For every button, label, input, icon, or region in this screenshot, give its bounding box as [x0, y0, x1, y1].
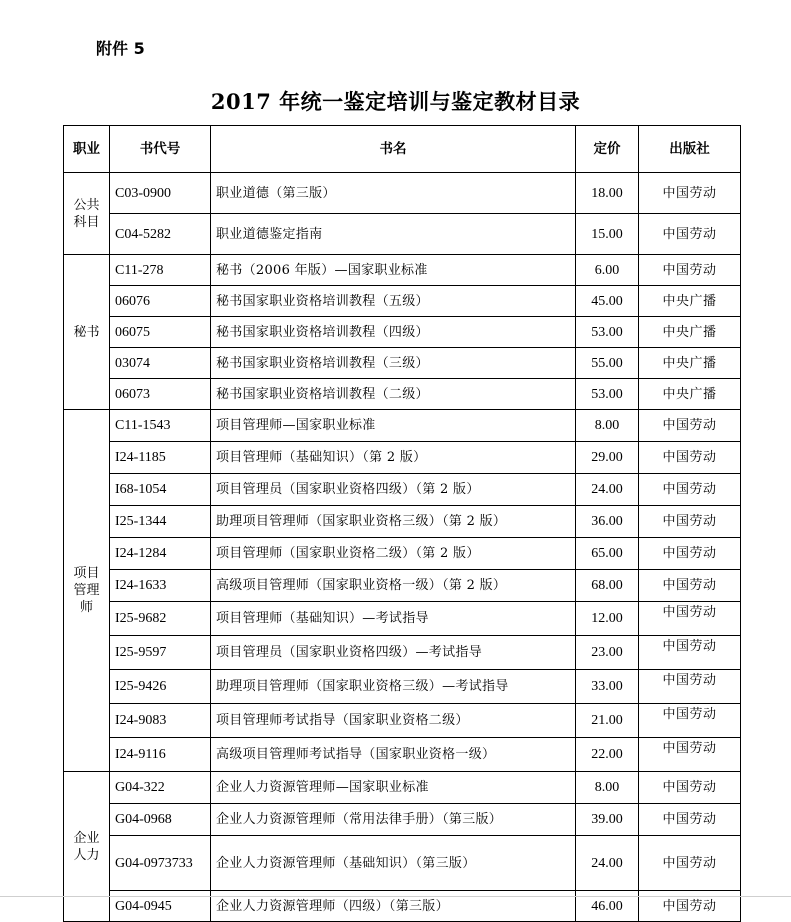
book-price: 23.00 — [576, 636, 639, 670]
table-row — [64, 255, 741, 286]
table-row — [64, 474, 741, 506]
book-price: 29.00 — [576, 442, 639, 474]
book-code: I24-9083 — [110, 704, 211, 738]
book-price: 53.00 — [576, 317, 639, 348]
book-code: I24-1185 — [110, 442, 211, 474]
book-price: 21.00 — [576, 704, 639, 738]
book-publisher: 中国劳动 — [639, 836, 741, 891]
book-code: I25-1344 — [110, 506, 211, 538]
book-price: 36.00 — [576, 506, 639, 538]
book-publisher: 中国劳动 — [639, 214, 741, 255]
book-code: I25-9682 — [110, 602, 211, 636]
book-name: 项目管理师（国家职业资格二级）（第 2 版） — [211, 538, 576, 570]
book-price: 8.00 — [576, 410, 639, 442]
book-code: 06075 — [110, 317, 211, 348]
book-price: 46.00 — [576, 891, 639, 922]
book-publisher: 中央广播 — [639, 348, 741, 379]
book-name: 助理项目管理师（国家职业资格三级）（第 2 版） — [211, 506, 576, 538]
table-row — [64, 410, 741, 442]
book-code: C11-1543 — [110, 410, 211, 442]
book-price: 53.00 — [576, 379, 639, 410]
table-row — [64, 570, 741, 602]
header-name: 书名 — [211, 126, 576, 173]
occupation-cell: 企业人力 — [64, 772, 110, 922]
table-row — [64, 379, 741, 410]
book-price: 8.00 — [576, 772, 639, 804]
book-code: 06073 — [110, 379, 211, 410]
book-publisher: 中国劳动 — [639, 804, 741, 836]
book-code: 06076 — [110, 286, 211, 317]
book-name: 项目管理员（国家职业资格四级）—考试指导 — [211, 636, 576, 670]
book-code: I24-9116 — [110, 738, 211, 772]
book-name: 秘书国家职业资格培训教程（五级） — [211, 286, 576, 317]
book-price: 22.00 — [576, 738, 639, 772]
table-row — [64, 173, 741, 214]
book-name: 企业人力资源管理师（常用法律手册）（第三版） — [211, 804, 576, 836]
book-price: 45.00 — [576, 286, 639, 317]
table-row — [64, 836, 741, 891]
occupation-cell: 项目管理师 — [64, 410, 110, 772]
book-publisher: 中国劳动 — [639, 772, 741, 804]
book-publisher: 中国劳动 — [639, 891, 741, 922]
book-name: 秘书（2006 年版）—国家职业标准 — [211, 255, 576, 286]
book-publisher: 中央广播 — [639, 317, 741, 348]
book-publisher: 中国劳动 — [639, 538, 741, 570]
book-name: 高级项目管理师（国家职业资格一级）（第 2 版） — [211, 570, 576, 602]
book-price: 65.00 — [576, 538, 639, 570]
book-name: 项目管理师—国家职业标准 — [211, 410, 576, 442]
book-name: 秘书国家职业资格培训教程（二级） — [211, 379, 576, 410]
book-code: G04-322 — [110, 772, 211, 804]
book-name: 职业道德（第三版） — [211, 173, 576, 214]
attachment-label: 附件 5 — [96, 39, 145, 58]
document-title: 2017 年统一鉴定培训与鉴定教材目录 — [210, 89, 581, 114]
table-row — [64, 506, 741, 538]
header-occupation: 职业 — [64, 126, 110, 173]
book-price: 15.00 — [576, 214, 639, 255]
book-price: 24.00 — [576, 836, 639, 891]
book-code: C11-278 — [110, 255, 211, 286]
book-publisher: 中国劳动 — [639, 173, 741, 214]
header-code: 书代号 — [110, 126, 211, 173]
book-price: 39.00 — [576, 804, 639, 836]
table-row — [64, 804, 741, 836]
book-name: 助理项目管理师（国家职业资格三级）—考试指导 — [211, 670, 576, 704]
book-price: 68.00 — [576, 570, 639, 602]
table-row — [64, 348, 741, 379]
book-price: 24.00 — [576, 474, 639, 506]
book-publisher: 中国劳动 — [639, 506, 741, 538]
occupation-cell: 秘书 — [64, 255, 110, 410]
table-row — [64, 602, 741, 636]
table-header-row — [64, 126, 741, 173]
book-publisher: 中国劳动 — [639, 442, 741, 474]
textbook-catalog-table — [63, 125, 741, 922]
book-name: 企业人力资源管理师（四级）（第三版） — [211, 891, 576, 922]
book-name: 职业道德鉴定指南 — [211, 214, 576, 255]
book-publisher: 中国劳动 — [639, 474, 741, 506]
page-bottom-divider — [0, 896, 791, 897]
book-code: G04-0945 — [110, 891, 211, 922]
book-publisher: 中国劳动 — [639, 636, 741, 670]
book-code: I68-1054 — [110, 474, 211, 506]
book-publisher: 中央广播 — [639, 379, 741, 410]
book-price: 55.00 — [576, 348, 639, 379]
table-row — [64, 738, 741, 772]
table-row — [64, 286, 741, 317]
table-row — [64, 670, 741, 704]
book-publisher: 中国劳动 — [639, 670, 741, 704]
book-code: I24-1284 — [110, 538, 211, 570]
table-row — [64, 214, 741, 255]
book-name: 项目管理员（国家职业资格四级）（第 2 版） — [211, 474, 576, 506]
header-publisher: 出版社 — [639, 126, 741, 173]
book-publisher: 中国劳动 — [639, 738, 741, 772]
book-publisher: 中央广播 — [639, 286, 741, 317]
book-name: 秘书国家职业资格培训教程（三级） — [211, 348, 576, 379]
book-code: G04-0968 — [110, 804, 211, 836]
book-name: 企业人力资源管理师—国家职业标准 — [211, 772, 576, 804]
book-publisher: 中国劳动 — [639, 410, 741, 442]
header-price: 定价 — [576, 126, 639, 173]
book-publisher: 中国劳动 — [639, 602, 741, 636]
book-code: I25-9426 — [110, 670, 211, 704]
book-name: 项目管理师（基础知识）（第 2 版） — [211, 442, 576, 474]
book-name: 项目管理师（基础知识）—考试指导 — [211, 602, 576, 636]
book-name: 企业人力资源管理师（基础知识）（第三版） — [211, 836, 576, 891]
book-code: I25-9597 — [110, 636, 211, 670]
table-row — [64, 636, 741, 670]
book-price: 33.00 — [576, 670, 639, 704]
book-price: 12.00 — [576, 602, 639, 636]
table-row — [64, 317, 741, 348]
table-row — [64, 538, 741, 570]
book-name: 高级项目管理师考试指导（国家职业资格一级） — [211, 738, 576, 772]
book-publisher: 中国劳动 — [639, 704, 741, 738]
table-row — [64, 704, 741, 738]
occupation-cell: 公共科目 — [64, 173, 110, 255]
book-name: 秘书国家职业资格培训教程（四级） — [211, 317, 576, 348]
book-code: C03-0900 — [110, 173, 211, 214]
book-publisher: 中国劳动 — [639, 255, 741, 286]
book-code: I24-1633 — [110, 570, 211, 602]
book-name: 项目管理师考试指导（国家职业资格二级） — [211, 704, 576, 738]
book-code: C04-5282 — [110, 214, 211, 255]
book-price: 6.00 — [576, 255, 639, 286]
table-row — [64, 442, 741, 474]
book-code: G04-0973733 — [110, 836, 211, 891]
book-publisher: 中国劳动 — [639, 570, 741, 602]
book-price: 18.00 — [576, 173, 639, 214]
book-code: 03074 — [110, 348, 211, 379]
table-row — [64, 772, 741, 804]
